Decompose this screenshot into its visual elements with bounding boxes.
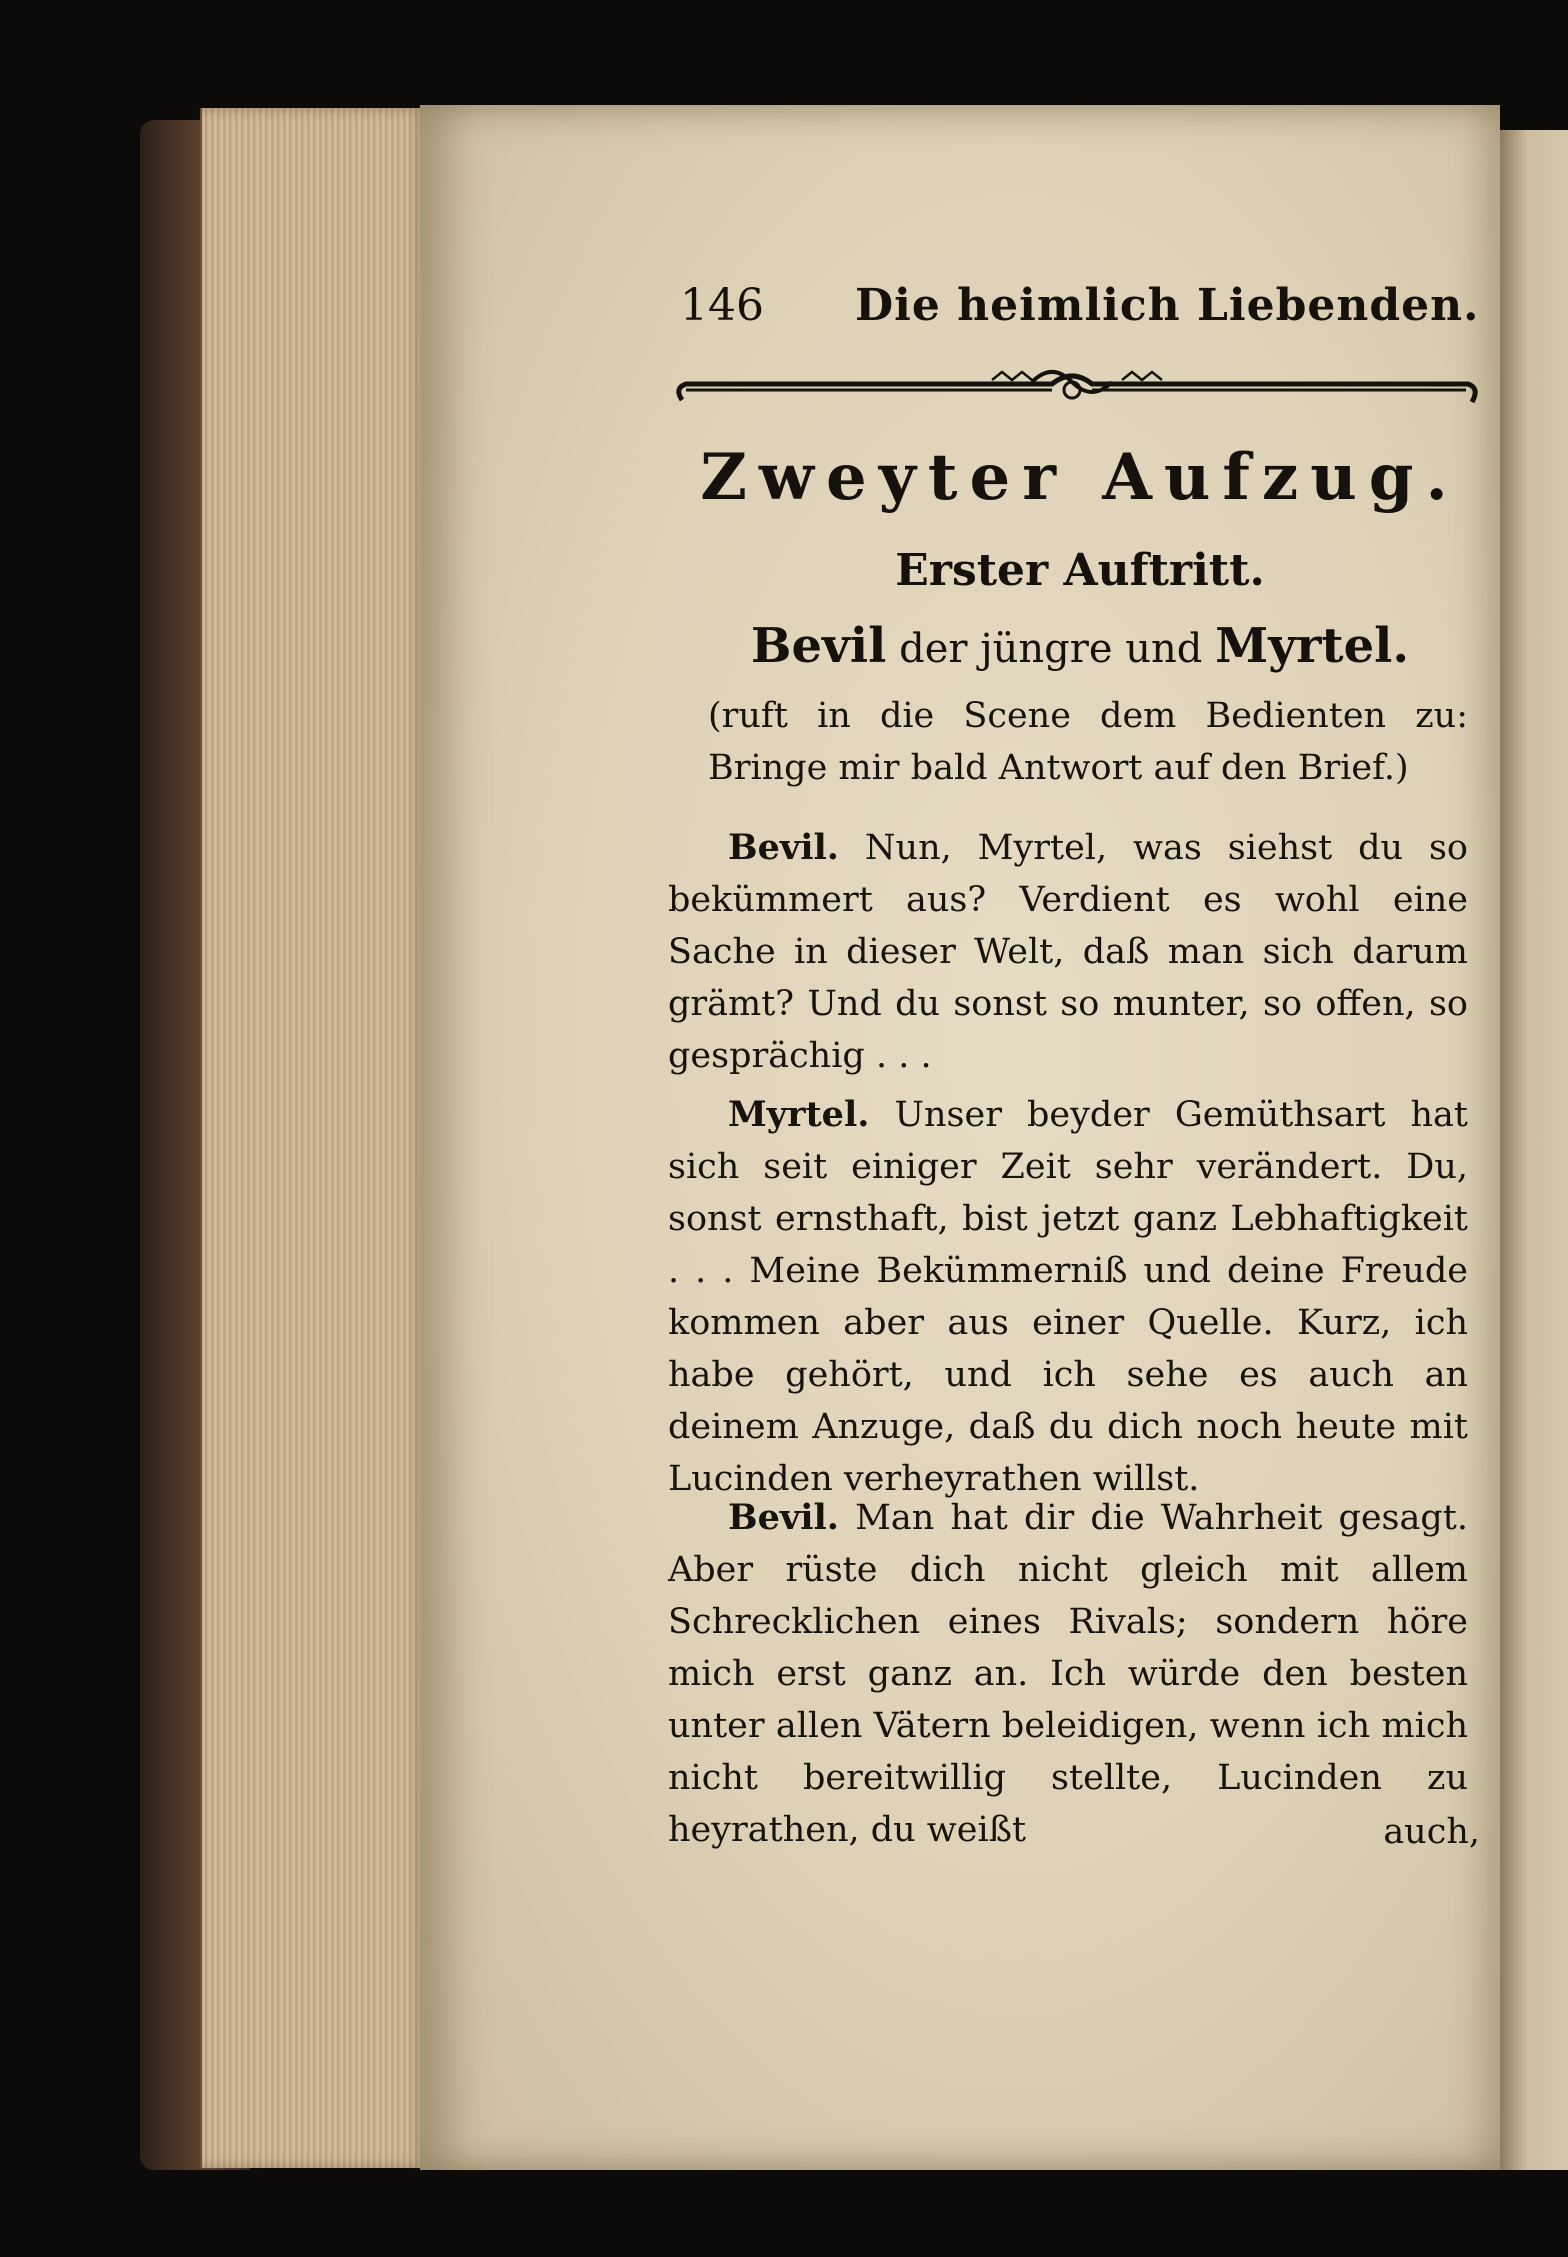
speaker-label: Bevil. bbox=[728, 1497, 839, 1538]
paragraph bbox=[668, 822, 1468, 1082]
page-number: 146 bbox=[680, 280, 764, 331]
cast-list bbox=[680, 618, 1480, 674]
running-header bbox=[680, 280, 1500, 340]
ornament-rule bbox=[672, 360, 1482, 430]
scene-heading: Erster Auftritt. bbox=[895, 545, 1265, 596]
stage-direction: (ruft in die Scene dem Bedienten zu: Bringe mir bald Antwort auf den Brief.) bbox=[708, 696, 1468, 788]
speech-text: Nun, Myrtel, was siehst du so bekümmert aus? Verdient es wohl eine Sache in dieser Welt, daß man sich darum grämt? Und du sonst so munter, so offen, so gesprächig . . . bbox=[668, 828, 1468, 1076]
speaker-label: Myrtel. bbox=[728, 1094, 870, 1135]
facing-page-edge bbox=[1500, 130, 1568, 2170]
paragraph bbox=[668, 1492, 1468, 1856]
cast-name-bevil: Bevil bbox=[750, 618, 887, 674]
running-title: Die heimlich Liebenden. bbox=[855, 280, 1480, 331]
act-heading: Zweyter Aufzug. bbox=[700, 440, 1460, 515]
speech-text: Man hat dir die Wahrheit gesagt. Aber rüste dich nicht gleich mit allem Schrecklichen eines Rivals; sondern höre mich erst ganz an. Ich würde den besten unter allen Vätern beleidigen, wenn ich mich nicht bereitwillig stellte, Lucinden zu heyrathen, du weißt bbox=[668, 1498, 1468, 1850]
cast-connector: der jüngre und bbox=[899, 626, 1203, 672]
speech-text: Unser beyder Gemüthsart hat sich seit einiger Zeit sehr verändert. Du, sonst ernsthaft, bist jetzt ganz Lebhaftigkeit . . . Meine Bekümmerniß und deine Freude kommen aber aus einer Quelle. Kurz, ich habe gehört, und ich sehe es auch an deinem Anzuge, daß du dich noch heute mit Lucinden verheyrathen willst. bbox=[668, 1095, 1468, 1499]
paragraph bbox=[668, 1089, 1468, 1505]
cast-name-myrtel: Myrtel. bbox=[1215, 618, 1410, 674]
catchword: auch, bbox=[1383, 1812, 1480, 1852]
speaker-label: Bevil. bbox=[728, 827, 839, 868]
page-edges bbox=[200, 108, 427, 2168]
